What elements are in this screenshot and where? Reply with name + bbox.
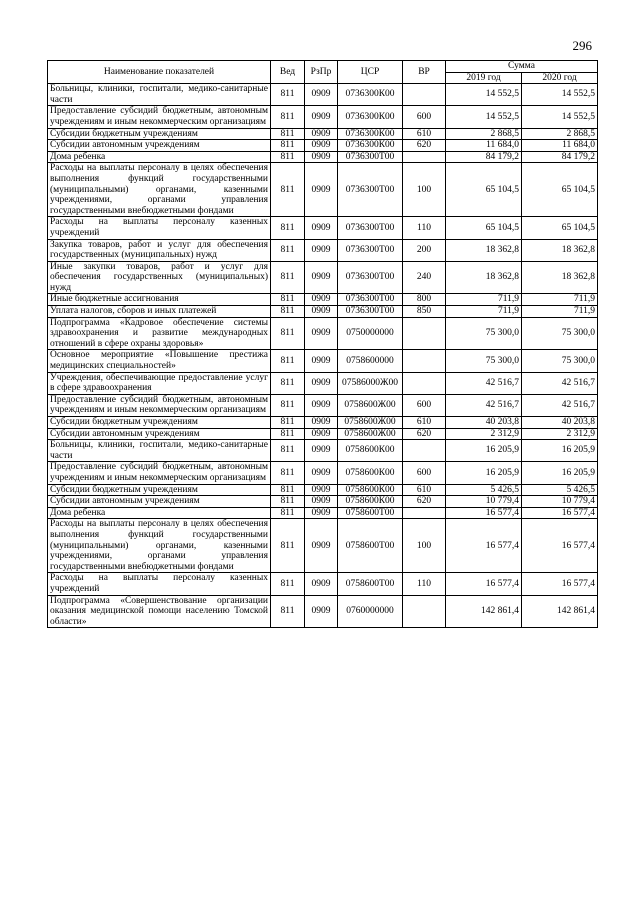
row-sum-2019: 711,9 (446, 294, 522, 306)
row-sum-2019: 16 205,9 (446, 462, 522, 484)
row-csr: 0758600Т00 (338, 519, 403, 573)
table-row (48, 350, 598, 372)
row-rzpr: 0909 (305, 261, 338, 294)
row-ved: 811 (271, 519, 305, 573)
table-row (48, 294, 598, 306)
row-rzpr: 0909 (305, 507, 338, 519)
row-rzpr: 0909 (305, 84, 338, 106)
table-row (48, 440, 598, 462)
row-ved: 811 (271, 306, 305, 318)
row-ved: 811 (271, 317, 305, 350)
row-rzpr: 0909 (305, 394, 338, 416)
row-name: Предоставление субсидий бюджетным, автономным учреждениям и иным некоммерческим организациям (48, 106, 271, 128)
table-body (48, 84, 598, 628)
row-ved: 811 (271, 496, 305, 508)
table-row (48, 306, 598, 318)
row-sum-2019: 18 362,8 (446, 261, 522, 294)
row-sum-2019: 65 104,5 (446, 217, 522, 239)
table-row (48, 595, 598, 628)
budget-table (47, 60, 598, 628)
row-rzpr: 0909 (305, 306, 338, 318)
row-name: Расходы на выплаты персоналу в целях обеспечения выполнения функций государственными (муниципальными) органами, казенными учреждениями, органами управления государственными внебюджетными фондами (48, 519, 271, 573)
row-sum-2019: 142 861,4 (446, 595, 522, 628)
table-row (48, 128, 598, 140)
row-csr: 07586000Ж00 (338, 372, 403, 394)
row-vr: 620 (403, 428, 446, 440)
table-row (48, 217, 598, 239)
row-rzpr: 0909 (305, 317, 338, 350)
row-rzpr: 0909 (305, 595, 338, 628)
table-row (48, 372, 598, 394)
row-sum-2019: 2 312,9 (446, 428, 522, 440)
row-sum-2020: 65 104,5 (522, 163, 598, 217)
row-csr: 0758600К00 (338, 462, 403, 484)
row-rzpr: 0909 (305, 440, 338, 462)
row-vr: 200 (403, 239, 446, 261)
row-rzpr: 0909 (305, 573, 338, 595)
row-sum-2020: 5 426,5 (522, 484, 598, 496)
row-ved: 811 (271, 507, 305, 519)
row-name: Субсидии бюджетным учреждениям (48, 417, 271, 429)
row-rzpr: 0909 (305, 217, 338, 239)
row-csr: 0736300К00 (338, 140, 403, 152)
row-csr: 0736300К00 (338, 106, 403, 128)
row-rzpr: 0909 (305, 484, 338, 496)
row-vr: 610 (403, 128, 446, 140)
table-row (48, 462, 598, 484)
table-row (48, 519, 598, 573)
row-vr (403, 84, 446, 106)
row-ved: 811 (271, 294, 305, 306)
row-name: Расходы на выплаты персоналу в целях обеспечения выполнения функций государственными (муниципальными) органами, казенными учреждениями, органами управления государственными внебюджетными фондами (48, 163, 271, 217)
row-sum-2019: 10 779,4 (446, 496, 522, 508)
row-vr: 600 (403, 106, 446, 128)
header-2020: 2020 год (522, 72, 598, 84)
row-ved: 811 (271, 484, 305, 496)
row-csr: 0760000000 (338, 595, 403, 628)
row-ved: 811 (271, 462, 305, 484)
table-row (48, 239, 598, 261)
row-name: Учреждения, обеспечивающие предоставление услуг в сфере здравоохранения (48, 372, 271, 394)
row-ved: 811 (271, 140, 305, 152)
row-name: Субсидии автономным учреждениям (48, 428, 271, 440)
row-sum-2020: 14 552,5 (522, 84, 598, 106)
row-sum-2020: 40 203,8 (522, 417, 598, 429)
row-sum-2020: 16 577,4 (522, 573, 598, 595)
row-name: Предоставление субсидий бюджетным, автономным учреждениям и иным некоммерческим организациям (48, 394, 271, 416)
row-sum-2019: 40 203,8 (446, 417, 522, 429)
row-name: Субсидии бюджетным учреждениям (48, 128, 271, 140)
row-ved: 811 (271, 128, 305, 140)
row-csr: 0736300К00 (338, 128, 403, 140)
row-sum-2020: 75 300,0 (522, 317, 598, 350)
table-row (48, 507, 598, 519)
row-csr: 0750000000 (338, 317, 403, 350)
row-ved: 811 (271, 106, 305, 128)
row-sum-2020: 75 300,0 (522, 350, 598, 372)
row-ved: 811 (271, 261, 305, 294)
row-sum-2020: 18 362,8 (522, 261, 598, 294)
row-rzpr: 0909 (305, 239, 338, 261)
row-ved: 811 (271, 595, 305, 628)
row-csr: 0758600000 (338, 350, 403, 372)
header-sum: Сумма (446, 61, 598, 73)
row-sum-2020: 10 779,4 (522, 496, 598, 508)
row-sum-2020: 16 577,4 (522, 507, 598, 519)
row-rzpr: 0909 (305, 496, 338, 508)
table-row (48, 151, 598, 163)
row-name: Иные закупки товаров, работ и услуг для обеспечения государственных (муниципальных) нужд (48, 261, 271, 294)
row-sum-2020: 2 312,9 (522, 428, 598, 440)
row-ved: 811 (271, 84, 305, 106)
row-vr (403, 440, 446, 462)
table-row (48, 163, 598, 217)
row-sum-2020: 16 205,9 (522, 462, 598, 484)
row-sum-2020: 142 861,4 (522, 595, 598, 628)
row-rzpr: 0909 (305, 140, 338, 152)
row-sum-2019: 16 577,4 (446, 573, 522, 595)
row-csr: 0758600Ж00 (338, 428, 403, 440)
row-sum-2020: 11 684,0 (522, 140, 598, 152)
row-rzpr: 0909 (305, 462, 338, 484)
row-rzpr: 0909 (305, 106, 338, 128)
row-name: Основное мероприятие «Повышение престижа медицинских специальностей» (48, 350, 271, 372)
table-row (48, 261, 598, 294)
row-ved: 811 (271, 428, 305, 440)
row-rzpr: 0909 (305, 294, 338, 306)
row-ved: 811 (271, 151, 305, 163)
row-sum-2019: 5 426,5 (446, 484, 522, 496)
row-ved: 811 (271, 350, 305, 372)
row-vr: 240 (403, 261, 446, 294)
row-sum-2019: 711,9 (446, 306, 522, 318)
row-sum-2020: 42 516,7 (522, 372, 598, 394)
table-header (48, 61, 598, 84)
row-rzpr: 0909 (305, 350, 338, 372)
row-csr: 0758600Ж00 (338, 394, 403, 416)
row-csr: 0736300Т00 (338, 294, 403, 306)
page-number: 296 (572, 38, 592, 53)
table-row (48, 106, 598, 128)
row-ved: 811 (271, 440, 305, 462)
row-sum-2019: 18 362,8 (446, 239, 522, 261)
row-sum-2019: 75 300,0 (446, 350, 522, 372)
row-vr: 110 (403, 573, 446, 595)
row-name: Больницы, клиники, госпитали, медико-санитарные части (48, 84, 271, 106)
header-rzpr: РзПр (305, 61, 338, 84)
table-row (48, 394, 598, 416)
row-vr: 600 (403, 462, 446, 484)
row-csr: 0758600К00 (338, 496, 403, 508)
row-csr: 0758600К00 (338, 484, 403, 496)
table-row (48, 84, 598, 106)
row-ved: 811 (271, 372, 305, 394)
row-ved: 811 (271, 417, 305, 429)
row-csr: 0758600Ж00 (338, 417, 403, 429)
row-name: Дома ребенка (48, 151, 271, 163)
row-vr (403, 151, 446, 163)
row-sum-2019: 16 577,4 (446, 519, 522, 573)
row-sum-2019: 42 516,7 (446, 372, 522, 394)
row-sum-2020: 2 868,5 (522, 128, 598, 140)
row-ved: 811 (271, 573, 305, 595)
row-sum-2019: 16 577,4 (446, 507, 522, 519)
row-ved: 811 (271, 394, 305, 416)
row-sum-2019: 14 552,5 (446, 84, 522, 106)
table-row (48, 317, 598, 350)
row-rzpr: 0909 (305, 372, 338, 394)
row-sum-2020: 42 516,7 (522, 394, 598, 416)
table-row (48, 140, 598, 152)
table-row (48, 428, 598, 440)
row-vr (403, 350, 446, 372)
row-sum-2019: 11 684,0 (446, 140, 522, 152)
row-vr: 620 (403, 496, 446, 508)
row-name: Дома ребенка (48, 507, 271, 519)
row-name: Расходы на выплаты персоналу казенных учреждений (48, 573, 271, 595)
row-vr: 100 (403, 163, 446, 217)
row-csr: 0758600Т00 (338, 573, 403, 595)
row-name: Расходы на выплаты персоналу казенных учреждений (48, 217, 271, 239)
row-csr: 0736300Т00 (338, 217, 403, 239)
row-name: Подпрограмма «Кадровое обеспечение системы здравоохранения и развитие международных отношений в сфере охраны здоровья» (48, 317, 271, 350)
row-vr (403, 507, 446, 519)
table-row (48, 496, 598, 508)
row-sum-2019: 16 205,9 (446, 440, 522, 462)
row-name: Подпрограмма «Совершенствование организации оказания медицинской помощи населению Томской области» (48, 595, 271, 628)
header-2019: 2019 год (446, 72, 522, 84)
row-name: Субсидии автономным учреждениям (48, 496, 271, 508)
row-rzpr: 0909 (305, 519, 338, 573)
table-row (48, 484, 598, 496)
row-vr: 850 (403, 306, 446, 318)
row-sum-2020: 16 205,9 (522, 440, 598, 462)
row-csr: 0758600Т00 (338, 507, 403, 519)
row-sum-2020: 14 552,5 (522, 106, 598, 128)
row-sum-2020: 711,9 (522, 306, 598, 318)
row-csr: 0736300Т00 (338, 163, 403, 217)
row-vr (403, 372, 446, 394)
row-name: Предоставление субсидий бюджетным, автономным учреждениям и иным некоммерческим организациям (48, 462, 271, 484)
row-ved: 811 (271, 239, 305, 261)
row-vr: 600 (403, 394, 446, 416)
row-ved: 811 (271, 163, 305, 217)
row-vr (403, 317, 446, 350)
row-name: Закупка товаров, работ и услуг для обеспечения государственных (муниципальных) нужд (48, 239, 271, 261)
header-vr: ВР (403, 61, 446, 84)
row-csr: 0758600К00 (338, 440, 403, 462)
row-rzpr: 0909 (305, 163, 338, 217)
row-rzpr: 0909 (305, 128, 338, 140)
row-rzpr: 0909 (305, 151, 338, 163)
table-row (48, 573, 598, 595)
row-vr: 800 (403, 294, 446, 306)
row-name: Субсидии бюджетным учреждениям (48, 484, 271, 496)
row-sum-2020: 84 179,2 (522, 151, 598, 163)
row-vr: 620 (403, 140, 446, 152)
row-rzpr: 0909 (305, 417, 338, 429)
row-csr: 0736300К00 (338, 84, 403, 106)
row-sum-2020: 65 104,5 (522, 217, 598, 239)
row-sum-2019: 75 300,0 (446, 317, 522, 350)
row-sum-2019: 2 868,5 (446, 128, 522, 140)
row-csr: 0736300Т00 (338, 239, 403, 261)
row-name: Иные бюджетные ассигнования (48, 294, 271, 306)
header-ved: Вед (271, 61, 305, 84)
row-name: Субсидии автономным учреждениям (48, 140, 271, 152)
row-name: Уплата налогов, сборов и иных платежей (48, 306, 271, 318)
row-rzpr: 0909 (305, 428, 338, 440)
row-vr: 610 (403, 417, 446, 429)
header-csr: ЦСР (338, 61, 403, 84)
header-name: Наименование показателей (48, 61, 271, 84)
row-sum-2020: 18 362,8 (522, 239, 598, 261)
row-name: Больницы, клиники, госпитали, медико-санитарные части (48, 440, 271, 462)
row-vr: 110 (403, 217, 446, 239)
row-vr: 100 (403, 519, 446, 573)
row-sum-2019: 14 552,5 (446, 106, 522, 128)
row-sum-2020: 16 577,4 (522, 519, 598, 573)
row-vr: 610 (403, 484, 446, 496)
row-csr: 0736300Т00 (338, 151, 403, 163)
row-sum-2019: 84 179,2 (446, 151, 522, 163)
row-csr: 0736300Т00 (338, 261, 403, 294)
table-row (48, 417, 598, 429)
row-vr (403, 595, 446, 628)
row-sum-2020: 711,9 (522, 294, 598, 306)
row-sum-2019: 65 104,5 (446, 163, 522, 217)
row-ved: 811 (271, 217, 305, 239)
row-csr: 0736300Т00 (338, 306, 403, 318)
row-sum-2019: 42 516,7 (446, 394, 522, 416)
